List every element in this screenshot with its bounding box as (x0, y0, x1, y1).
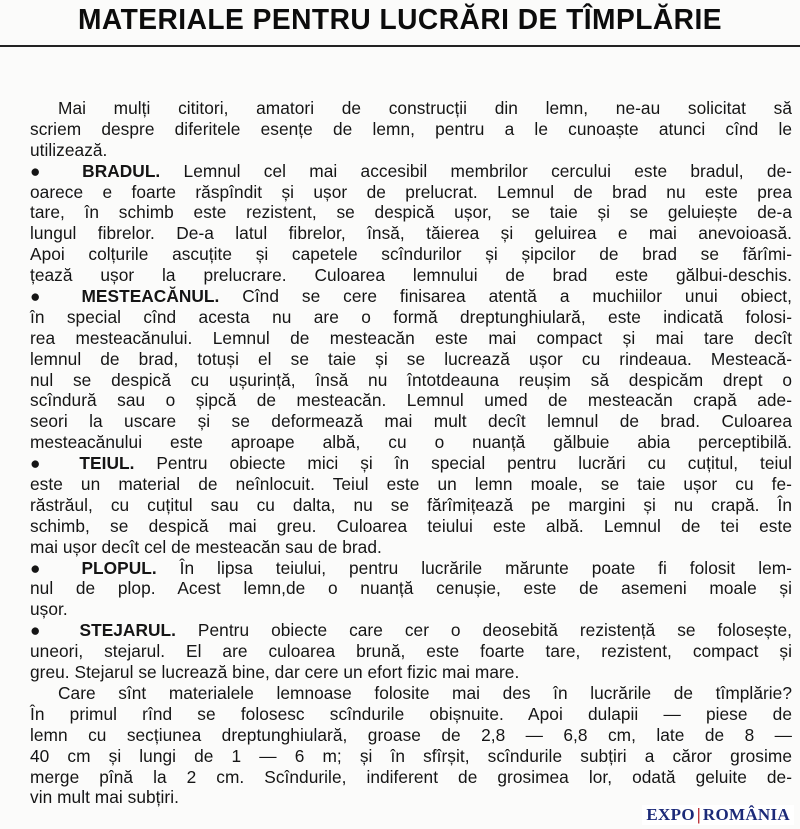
section-line: mesteacănului este aproape albă, cu o nuanță gălbuie abia perceptibilă. (30, 432, 792, 453)
intro-line: scriem despre diferitele esențe de lemn, pentru a le cunoaște atunci cînd le (30, 118, 792, 139)
bullet-icon: ● (30, 160, 59, 181)
section-line: mai ușor decît cel de mesteacăn sau de brad. (30, 536, 382, 557)
closing-line: lemn cu secțiunea dreptunghiulară, groase de 2,8 — 6,8 cm, late de 8 — (30, 724, 792, 745)
section-line: lemnul de brad, totuși el se taie și se lucrează ușor cu rindeaua. Mesteacă- (30, 348, 792, 369)
section-heading-plopul: PLOPUL. (81, 557, 157, 578)
section-line: nul de plop. Acest lemn,de o nuanță cenușie, este de asemeni moale și (30, 578, 792, 599)
section-line: în special cînd acesta nu are o formă dreptunghiulară, este indicată folosi- (30, 306, 792, 327)
section-text: Lemnul cel mai accesibil membrilor cercului este bradul, de- (183, 160, 792, 181)
expo-romania-watermark (642, 805, 794, 825)
section-text: În lipsa teiului, pentru lucrările mărunte poate fi folosit lem- (179, 557, 792, 578)
section-text: Pentru obiecte mici și în special pentru lucrări cu cuțitul, teiul (156, 453, 792, 474)
bullet-icon: ● (30, 453, 58, 474)
section-first-line (30, 453, 792, 474)
section-line: uneori, stejarul. El are culoarea brună, este foarte tare, rezistent, compact și (30, 641, 792, 662)
closing-line: 40 cm și lungi de 1 — 6 m; și în sfîrșit, scîndurile subțiri a căror grosime (30, 745, 792, 766)
closing-line: Care sînt materialele lemnoase folosite mai des în lucrările de tîmplărie? (58, 682, 792, 703)
section-line: răstrăul, cu cuțitul sau cu dalta, nu se fărîmițează pe margini și nu crapă. În (30, 494, 792, 515)
section-heading-teiul: TEIUL. (79, 453, 135, 474)
title-rule (0, 45, 800, 47)
section-text: Pentru obiecte care cer o deosebită rezistență se folosește, (197, 620, 792, 641)
section-line: scîndură sau o șipcă de mesteacăn. Lemnul umed de mesteacăn crapă ade- (30, 390, 792, 411)
section-line: tare, în schimb este rezistent, se despică ușor, se taie și se geluiește de-a (30, 202, 792, 223)
section-heading-bradul: BRADUL. (82, 160, 161, 181)
section-line: rea mesteacănului. Lemnul de mesteacăn este mai compact și mai tare decît (30, 327, 792, 348)
section-heading-mesteacanul: MESTEACĂNUL. (81, 286, 220, 307)
bullet-icon: ● (30, 557, 59, 578)
closing-line: merge pînă la 2 cm. Scîndurile, indiferent de grosimea lor, odată geluite de- (30, 766, 792, 787)
closing-line: vin mult mai subțiri. (30, 787, 179, 808)
section-line: este un material de neînlocuit. Teiul este un lemn moale, se taie ușor cu fe- (30, 474, 792, 495)
bullet-icon: ● (30, 286, 59, 307)
section-first-line (30, 558, 792, 579)
section-line: schimb, se despică mai greu. Culoarea teiului este albă. Lemnul de tei este (30, 515, 792, 536)
section-first-line (30, 161, 792, 182)
watermark-separator: | (696, 805, 701, 824)
section-text: Cînd se cere finisarea atentă a muchiilor unui obiect, (242, 286, 792, 307)
section-line: lungul fibrelor. De-a latul fibrelor, însă, tăierea și geluirea e mai anevoioasă. (30, 223, 792, 244)
intro-line: Mai mulți cititori, amatori de construcții din lemn, ne-au solicitat să (58, 98, 792, 118)
section-heading-stejarul: STEJARUL. (79, 620, 176, 641)
section-first-line (30, 620, 792, 641)
section-line: ușor. (30, 599, 68, 620)
section-line: seori la uscare și se deformează mai mult decît lemnul de brad. Culoarea (30, 411, 792, 432)
watermark-left: EXPO (646, 805, 695, 824)
section-line: oarece e foarte răspîndit și ușor de prelucrat. Lemnul de brad nu este prea (30, 181, 792, 202)
intro-line: utilizează. (30, 139, 108, 160)
section-line: greu. Stejarul se lucrează bine, dar cere un efort fizic mai mare. (30, 662, 520, 683)
watermark-right: ROMÂNIA (702, 805, 790, 824)
bullet-icon: ● (30, 620, 58, 641)
closing-line: În primul rînd se folosesc scîndurile obișnuite. Apoi dulapii — piese de (30, 703, 792, 724)
section-first-line (30, 286, 792, 307)
article-body (30, 98, 792, 808)
section-line: Apoi colțurile ascuțite și capetele scîndurilor și șipcilor de brad se fărîmi- (30, 244, 792, 265)
article-title: MATERIALE PENTRU LUCRĂRI DE TÎMPLĂRIE (77, 4, 723, 36)
section-line: țează ușor la prelucrare. Culoarea lemnului de brad este gălbui-deschis. (30, 265, 792, 286)
section-line: nul se despică cu ușurință, însă nu întotdeauna reușim să despicăm drept o (30, 369, 792, 390)
